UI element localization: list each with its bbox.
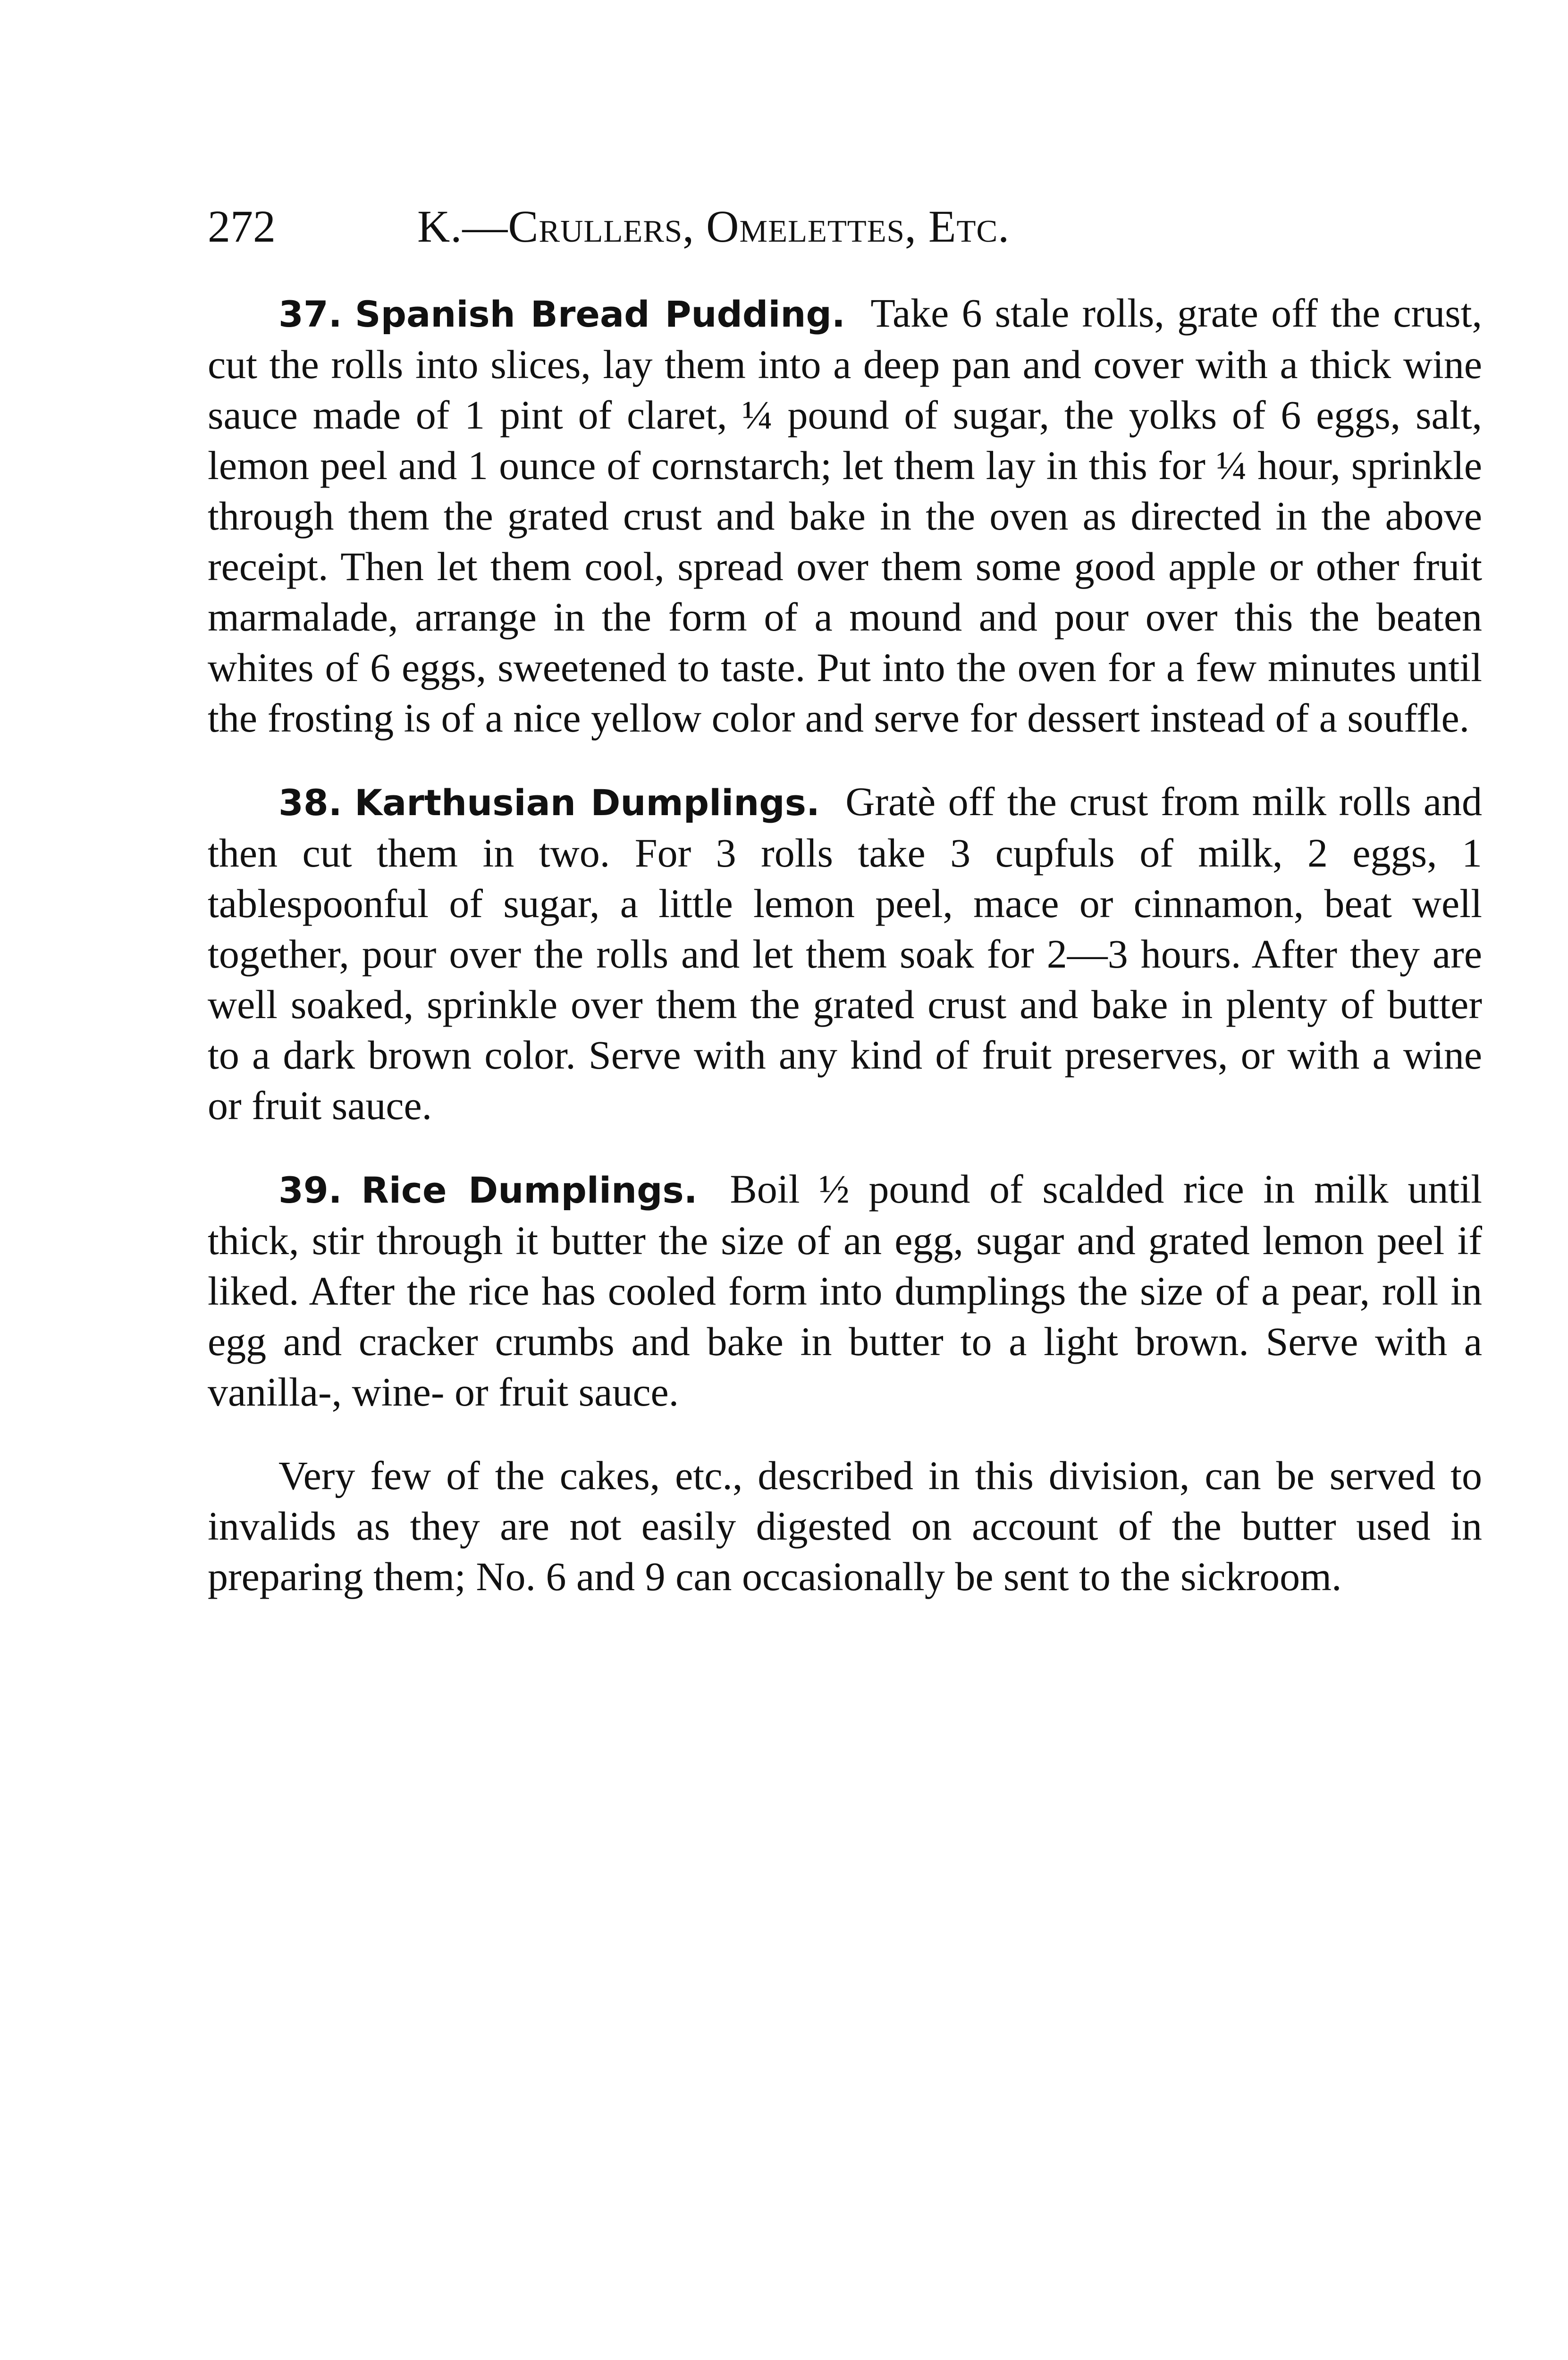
recipe-title: Rice Dumplings. <box>361 1169 698 1211</box>
recipe-title: Spanish Bread Pudding. <box>354 293 845 335</box>
page-body <box>208 288 1482 1602</box>
recipe-entry-39 <box>208 1164 1482 1417</box>
recipe-number: 37. <box>278 293 342 335</box>
page-header <box>208 198 1492 255</box>
recipe-entry-37 <box>208 288 1482 743</box>
recipe-text: Boil ½ pound of scalded rice in milk until thick, stir through it butter the size of an egg, sugar and grated lemon peel if liked. After the rice has cooled form into dumplings the size of a pear, roll in egg and cracker crumbs and bake in butter to a light brown. Serve with a vanilla-, wine- or fruit sauce. <box>208 1166 1483 1415</box>
recipe-number: 39. <box>278 1169 342 1211</box>
closing-note: Very few of the cakes, etc., described in this division, can be served to invalids as they are not easily digested on account of the butter used in preparing them; No. 6 and 9 can occasionally be sent to the sickroom. <box>208 1453 1482 1599</box>
recipe-title: Karthusian Dumplings. <box>354 782 820 824</box>
page-number: 272 <box>208 201 276 252</box>
recipe-text: Take 6 stale rolls, grate off the crust, cut the rolls into slices, lay them into a deep pan and cover with a thick wine sauce made of 1 pint of claret, ¼ pound of sugar, the yolks of 6 eggs, salt, lemon peel and 1 ounce of cornstarch; let them lay in this for ¼ hour, sprinkle through them the grated crust and bake in the oven as directed in the above receipt. Then let them cool, spread over them some good apple or other fruit marmalade, arrange in the form of a mound and pour over this the beaten whites of 6 eggs, sweetened to taste. Put into the oven for a few minutes until the frosting is of a nice yellow color and serve for dessert instead of a souffle. <box>208 290 1482 741</box>
recipe-text: Gratè off the crust from milk rolls and then cut them in two. For 3 rolls take 3 cupfuls of milk, 2 eggs, 1 tablespoonful of sugar, a little lemon peel, mace or cinnamon, beat well together, pour over the rolls and let them soak for 2—3 hours. After they are well soaked, sprinkle over them the grated crust and bake in plenty of butter to a dark brown color. Serve with any kind of fruit preserves, or with a wine or fruit sauce. <box>208 779 1483 1128</box>
recipe-number: 38. <box>278 782 342 824</box>
recipe-entry-38 <box>208 776 1482 1131</box>
running-head: K.—Crullers, Omelettes, Etc. <box>417 201 1010 252</box>
